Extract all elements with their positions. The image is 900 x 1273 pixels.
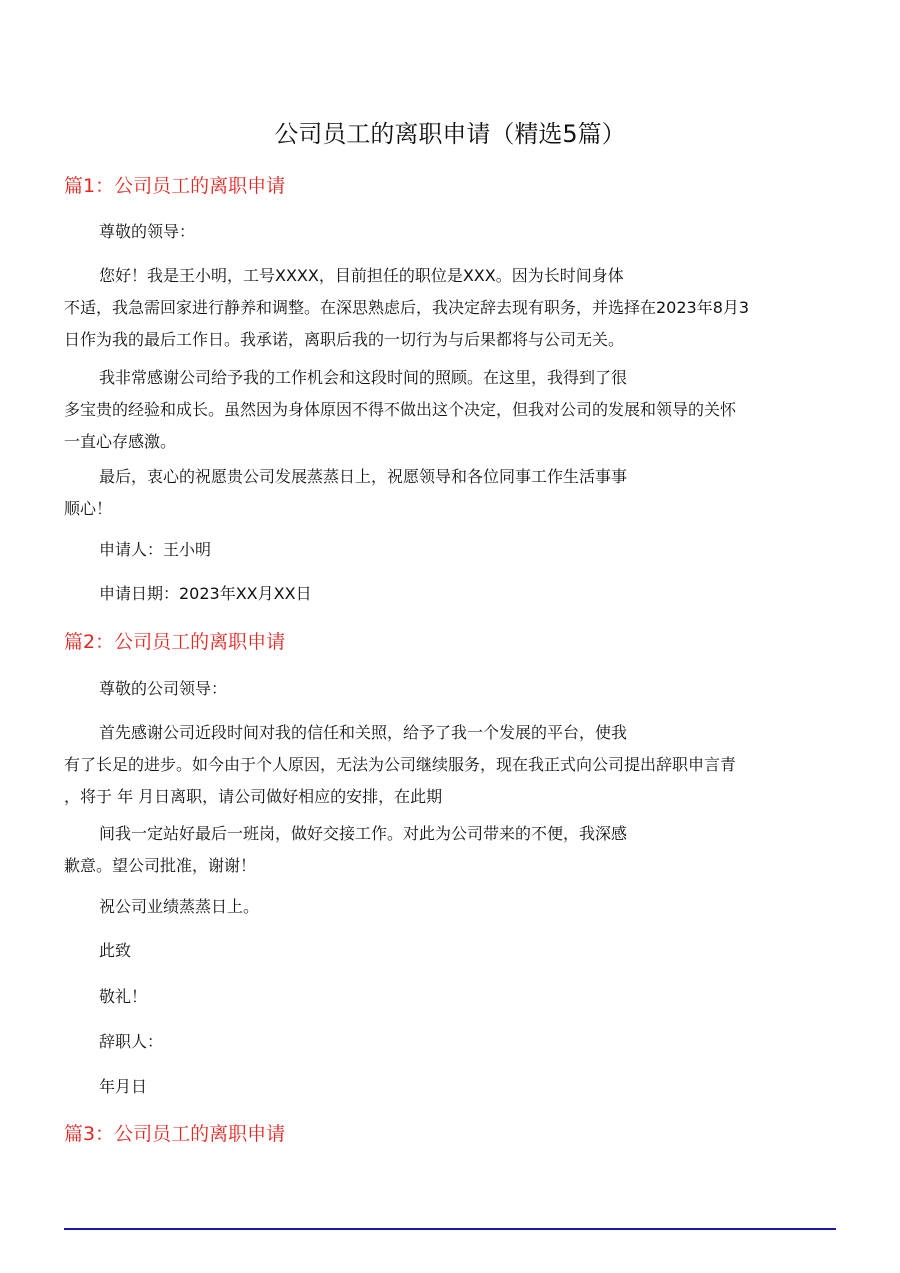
text-line: 最后，衷心的祝愿贵公司发展蒸蒸日上，祝愿领导和各位同事工作生活事事 <box>99 467 628 486</box>
text-line: ，将于 年 月日离职，请公司做好相应的安排，在此期 <box>64 787 443 806</box>
text-line: 不适，我急需回家进行静养和调整。在深思熟虑后，我决定辞去现有职务，并选择在2023年8月3 <box>64 298 750 317</box>
text-line: 日作为我的最后工作日。我承诺，离职后我的一切行为与后果都将与公司无关。 <box>64 330 625 349</box>
text-line: 尊敬的公司领导： <box>99 679 228 698</box>
text-line: 祝公司业绩蒸蒸日上。 <box>99 897 260 916</box>
paragraph-closing-1 <box>64 461 834 525</box>
section-heading-3: 篇3：公司员工的离职申请 <box>64 1123 286 1145</box>
section-heading-1: 篇1：公司员工的离职申请 <box>64 175 286 197</box>
application-date <box>64 578 834 610</box>
applicant-name <box>64 534 834 566</box>
text-line: 您好！我是王小明，工号XXXX，目前担任的职位是XXX。因为长时间身体 <box>99 266 624 285</box>
paragraph-greeting-1 <box>64 216 834 248</box>
text-line: 顺心！ <box>64 499 113 518</box>
paragraph-body-1 <box>64 260 834 356</box>
text-line: 此致 <box>99 941 132 960</box>
text-line: 一直心存感激。 <box>64 432 177 451</box>
resignee-label <box>64 1026 834 1058</box>
page-bottom-rule <box>64 1228 836 1230</box>
paragraph-body-3 <box>64 717 834 813</box>
text-line: 首先感谢公司近段时间对我的信任和关照，给予了我一个发展的平台，使我 <box>99 723 628 742</box>
resignation-date <box>64 1071 834 1103</box>
text-line: 申请人：王小明 <box>99 540 212 559</box>
text-line: 敬礼！ <box>99 987 148 1006</box>
paragraph-regards <box>64 981 834 1013</box>
text-line: 有了长足的进步。如今由于个人原因，无法为公司继续服务，现在我正式向公司提出辞职申言青 <box>64 755 737 774</box>
text-line: 歉意。望公司批准，谢谢！ <box>64 856 257 875</box>
text-line: 多宝贵的经验和成长。虽然因为身体原因不得不做出这个决定，但我对公司的发展和领导的关怀 <box>64 400 737 419</box>
text-line: 年月日 <box>99 1077 148 1096</box>
text-line: 辞职人： <box>99 1032 164 1051</box>
paragraph-salutation <box>64 935 834 967</box>
paragraph-body-4 <box>64 818 834 882</box>
paragraph-wish <box>64 891 834 923</box>
paragraph-body-2 <box>64 362 834 458</box>
text-line: 尊敬的领导： <box>99 222 196 241</box>
paragraph-greeting-2 <box>64 673 834 705</box>
section-heading-2: 篇2：公司员工的离职申请 <box>64 631 286 653</box>
text-line: 申请日期：2023年XX月XX日 <box>99 584 312 603</box>
page-title: 公司员工的离职申请（精选5篇） <box>274 120 626 148</box>
text-line: 我非常感谢公司给予我的工作机会和这段时间的照顾。在这里，我得到了很 <box>99 368 628 387</box>
text-line: 间我一定站好最后一班岗，做好交接工作。对此为公司带来的不便，我深感 <box>99 824 628 843</box>
